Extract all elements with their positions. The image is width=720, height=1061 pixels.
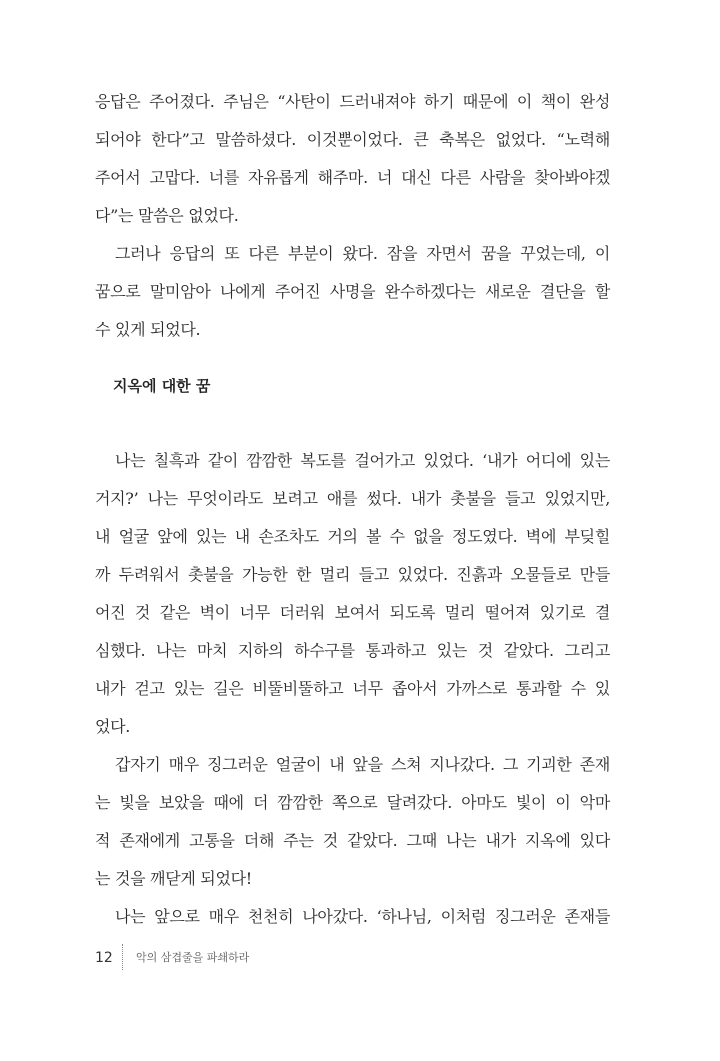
text-line: 나는 칠흑과 같이 깜깜한 복도를 걸어가고 있었다. ‘내가 어디에 있는: [115, 451, 610, 470]
text-line: 내 얼굴 앞에 있는 내 손조차도 거의 볼 수 없을 정도였다. 벽에 부딪힐: [95, 527, 610, 546]
text-line: 적 존재에게 고통을 더해 주는 것 같았다. 그때 나는 내가 지옥에 있다: [95, 831, 610, 850]
running-book-title: 악의 삼겹줄을 파쇄하라: [136, 951, 250, 964]
text-line: 까 두려워서 촛불을 가능한 한 멀리 들고 있었다. 진흙과 오물들로 만들: [95, 565, 610, 584]
text-line: 되어야 한다”고 말씀하셨다. 이것뿐이었다. 큰 축복은 없었다. “노력해: [95, 130, 610, 149]
text-line: 그러나 응답의 또 다른 부분이 왔다. 잠을 자면서 꿈을 꾸었는데, 이: [115, 244, 610, 263]
text-line: 꿈으로 말미암아 나에게 주어진 사명을 완수하겠다는 새로운 결단을 할: [95, 282, 610, 301]
text-line: 었다.: [95, 717, 131, 736]
text-line: 주어서 고맙다. 너를 자유롭게 해주마. 너 대신 다른 사람을 찾아봐야겠: [95, 168, 610, 187]
text-line: 다”는 말씀은 없었다.: [95, 206, 239, 225]
text-line: 는 빛을 보았을 때에 더 깜깜한 쪽으로 달려갔다. 아마도 빛이 이 악마: [95, 793, 610, 812]
text-line: 나는 앞으로 매우 천천히 나아갔다. ‘하나님, 이처럼 징그러운 존재들: [115, 907, 610, 926]
text-line: 응답은 주어졌다. 주님은 “사탄이 드러내져야 하기 때문에 이 책이 완성: [95, 92, 610, 111]
page-number: 12: [95, 950, 113, 966]
text-line: 거지?’ 나는 무엇이라도 보려고 애를 썼다. 내가 촛불을 들고 있었지만,: [95, 489, 610, 508]
text-line: 수 있게 되었다.: [95, 320, 201, 339]
section-heading: 지옥에 대한 꿈: [113, 377, 211, 395]
text-line: 어진 것 같은 벽이 너무 더러워 보여서 되도록 멀리 떨어져 있기로 결: [95, 603, 610, 622]
footer-divider: [122, 944, 123, 970]
text-line: 심했다. 나는 마치 지하의 하수구를 통과하고 있는 것 같았다. 그리고: [95, 641, 610, 660]
text-line: 는 것을 깨닫게 되었다!: [95, 869, 252, 888]
text-line: 갑자기 매우 징그러운 얼굴이 내 앞을 스쳐 지나갔다. 그 기괴한 존재: [115, 755, 610, 774]
text-line: 내가 걷고 있는 길은 비뚤비뚤하고 너무 좁아서 가까스로 통과할 수 있: [95, 679, 610, 698]
